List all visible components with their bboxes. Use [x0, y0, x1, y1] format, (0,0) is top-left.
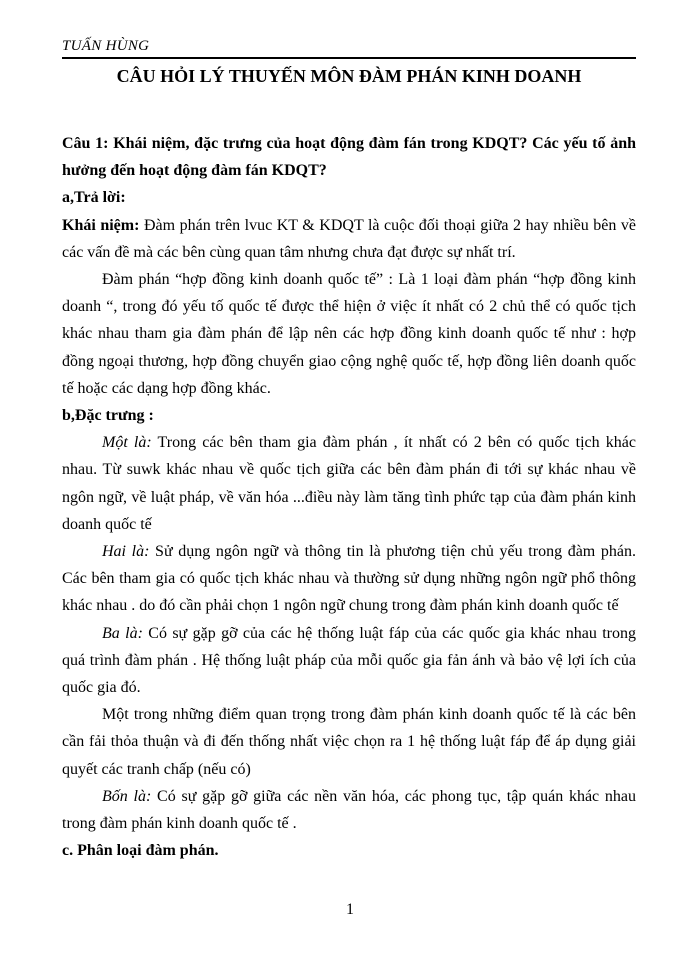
characteristic-two [62, 538, 636, 620]
definition-paragraph [62, 212, 636, 266]
characteristic-label: Ba là: [102, 624, 143, 642]
characteristic-four [62, 783, 636, 837]
characteristic-label: Một là: [102, 434, 152, 452]
definition-text: Đàm phán trên lvuc KT & KDQT là cuộc đối thoại giữa 2 hay nhiều bên về các vấn đề mà các bên cùng quan tâm nhưng chưa đạt được sự nhất trí. [62, 216, 637, 261]
definition-detail-paragraph: Đàm phán “hợp đồng kinh doanh quốc tế” : Là 1 loại đàm phán “hợp đồng kinh doanh “, trong đó yếu tố quốc tế được thể hiện ở việc ít nhất có 2 chủ thể có quốc tịch khác nhau tham gia đàm phán để lập nên các hợp đồng kinh doanh quốc tế như : hợp đồng ngoại thương, hợp đồng chuyển giao cộng nghệ quốc tế, hợp đồng liên doanh quốc tế hoặc các dạng hợp đồng khác. [62, 271, 636, 397]
header-divider [62, 57, 636, 59]
answer-heading: a,Trả lời: [62, 189, 126, 207]
definition-label: Khái niệm: [62, 216, 140, 234]
characteristic-three [62, 620, 636, 702]
characteristic-text: Có sự gặp gỡ của các hệ thống luật fáp của các quốc gia khác nhau trong quá trình đàm phán . Hệ thống luật pháp của mỗi quốc gia fản ánh và bảo vệ lợi ích của quốc gia đó. [62, 624, 637, 697]
characteristic-label: Bốn là: [102, 787, 152, 805]
header-author: TUẤN HÙNG [62, 38, 150, 54]
law-note-paragraph: Một trong những điểm quan trọng trong đàm phán kinh doanh quốc tế là các bên cần fải thỏa thuận và đi đến thống nhất việc chọn ra 1 hệ thống luật fáp để áp dụng giải quyết các tranh chấp (nếu có) [62, 706, 636, 778]
characteristic-text: Sử dụng ngôn ngữ và thông tin là phương tiện chủ yếu trong đàm phán. Các bên tham gia có quốc tịch khác nhau và thường sử dụng những ngôn ngữ phổ thông khác nhau . do đó cần phải chọn 1 ngôn ngữ chung trong đàm phán kinh doanh quốc tế [62, 543, 636, 615]
characteristics-heading: b,Đặc trưng : [62, 407, 154, 425]
characteristic-label: Hai là: [102, 543, 150, 561]
question-heading: Câu 1: Khái niệm, đặc trưng của hoạt động đàm fán trong KDQT? Các yếu tố ảnh hưởng đến hoạt động đàm fán KDQT? [62, 135, 636, 180]
characteristic-one [62, 429, 636, 538]
characteristic-text: Có sự gặp gỡ giữa các nền văn hóa, các phong tục, tập quán khác nhau trong đàm phán kinh doanh quốc tế . [62, 787, 637, 833]
classification-heading: c. Phân loại đàm phán. [62, 842, 219, 860]
characteristic-text: Trong các bên tham gia đàm phán , ít nhất có 2 bên có quốc tịch khác nhau. Từ suwk khác nhau về quốc tịch giữa các bên đàm phán đi tới sự khác nhau về ngôn ngữ, về luật pháp, về văn hóa ...điều này làm tăng tình phức tạp của đàm phán kinh doanh quốc tế [62, 434, 637, 533]
document-body [62, 130, 636, 864]
document-title: CÂU HỎI LÝ THUYẾN MÔN ĐÀM PHÁN KINH DOANH [116, 66, 582, 86]
page-number: 1 [346, 901, 354, 918]
